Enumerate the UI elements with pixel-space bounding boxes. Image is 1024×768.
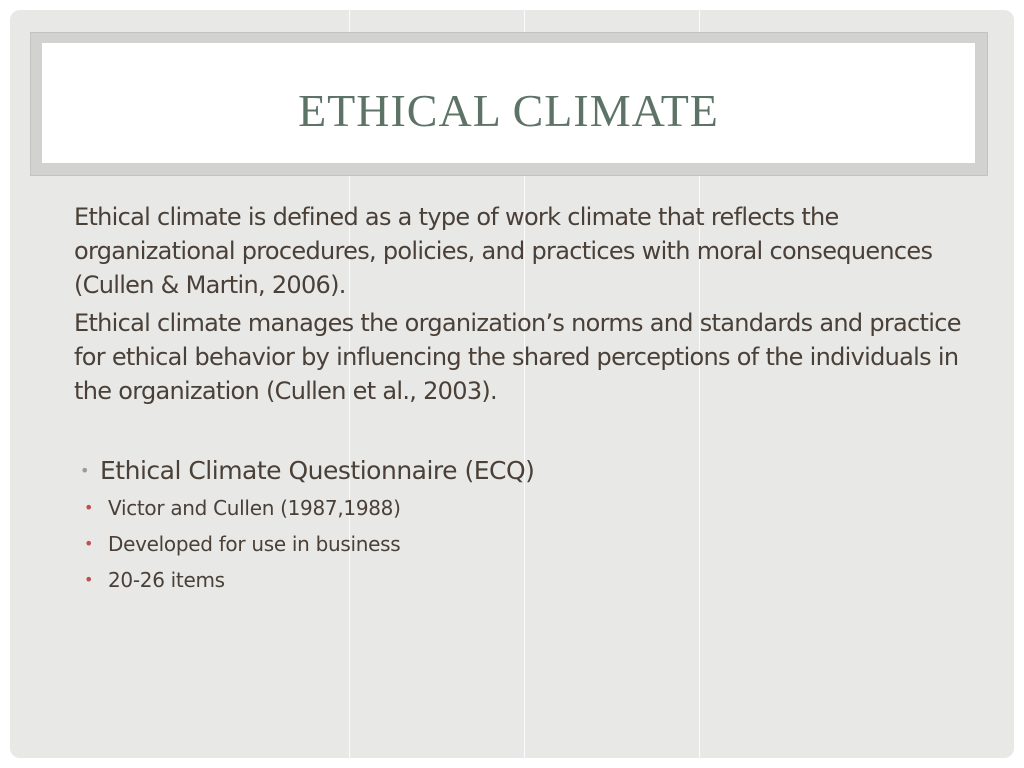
- bullet-dot-icon: •: [84, 570, 94, 589]
- sub-item-label: 20-26 items: [108, 568, 225, 592]
- bullet-dot-icon: •: [84, 534, 94, 553]
- list-item: [74, 454, 974, 598]
- bullet-list: [74, 454, 974, 598]
- sub-list-item: [74, 526, 974, 562]
- bullet-dot-icon: •: [80, 461, 89, 480]
- slide: [10, 10, 1014, 758]
- sub-item-label: Developed for use in business: [108, 532, 401, 556]
- sub-list-item: [74, 490, 974, 526]
- bullet-dot-icon: •: [84, 498, 94, 517]
- sub-bullet-list: [84, 490, 974, 598]
- bullet-label: Ethical Climate Questionnaire (ECQ): [100, 456, 535, 485]
- slide-title: ETHICAL CLIMATE: [298, 85, 719, 136]
- slide-content: [74, 200, 974, 598]
- sub-item-label: Victor and Cullen (1987,1988): [108, 496, 401, 520]
- title-frame: [30, 32, 988, 176]
- title-box: [42, 43, 975, 163]
- sub-list-item: [74, 562, 974, 598]
- management-paragraph: Ethical climate manages the organization’s norms and standards and practice for ethical behavior by influencing the shared perceptions of the individuals in the organization (Cullen et al., 2003).: [74, 309, 961, 405]
- definition-paragraph: Ethical climate is defined as a type of work climate that reflects the organizational procedures, policies, and practices with moral consequences (Cullen & Martin, 2006).: [74, 203, 933, 299]
